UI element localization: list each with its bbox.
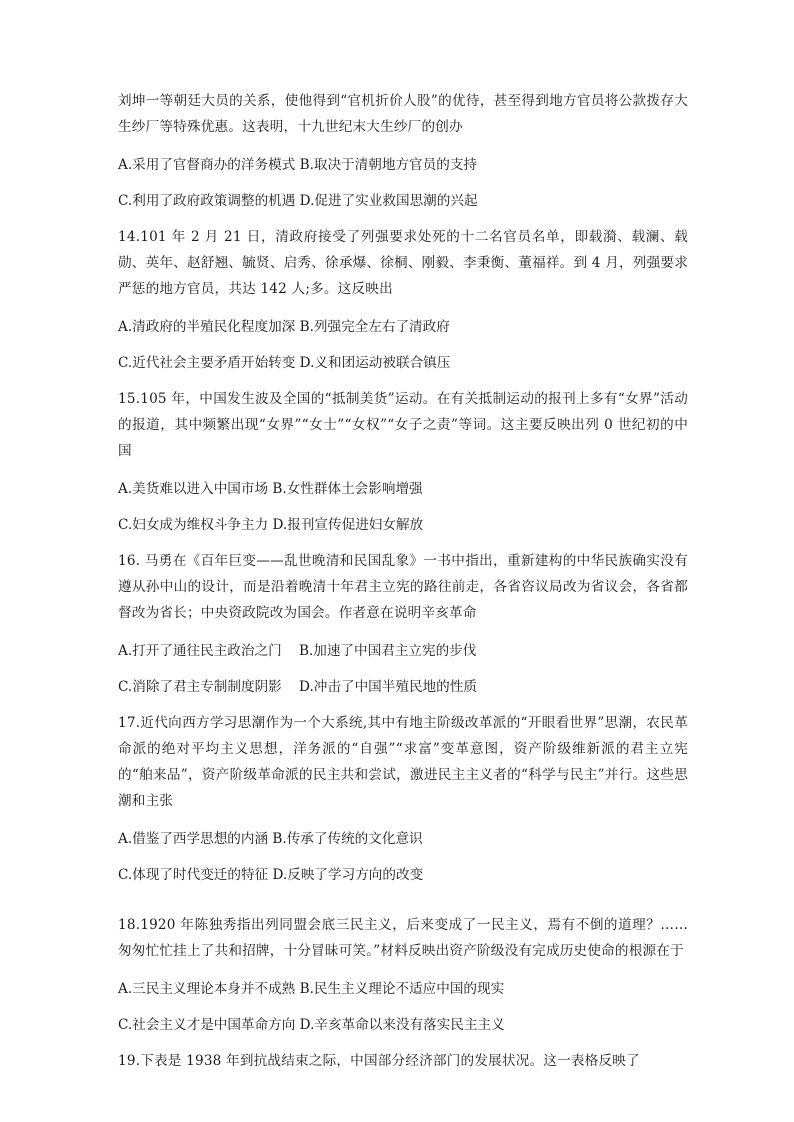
document-page (118, 88, 688, 1074)
question-17-stem: 17.近代向西方学习思潮作为一个大系统,其中有地主阶级改革派的“开眼看世界”思潮，农民革命派的绝对平均主义思想，洋务派的“自强”“求富”变革意图，资产阶级维新派的君主立宪的“舶来品”，资产阶级革命派的民主共和尝试，激进民主主义者的“科学与民主”并行。这些思潮和主张 (118, 715, 688, 809)
question-17-options-ab: A.借鉴了西学思想的内涵 B.传承了传统的文化意识 (118, 831, 423, 847)
question-13-options-ab: A.采用了官督商办的洋务模式 B.取决于清朝地方官员的支持 (118, 157, 478, 173)
question-14-stem: 14.101 年 2 月 21 日，清政府接受了列强要求处死的十二名官员名单，即载漪、载澜、载勋、英年、赵舒翘、毓贤、启秀、徐承爆、徐桐、刚毅、李秉衡、董福祥。到 4 月，列强要求严惩的地方官员，共达 142 人;多。这反映出 (118, 229, 688, 297)
question-18-options-ab: A.三民主义理论本身并不成熟 B.民生主义理论不适应中国的现实 (118, 981, 505, 997)
question-16-options-cd: C.消除了君主专制制度阴影 D.冲击了中国半殖民地的性质 (118, 679, 477, 695)
question-14-options-ab: A.清政府的半殖民化程度加深 B.列强完全左右了清政府 (118, 319, 450, 335)
question-13-stem: 刘坤一等朝廷大员的关系，使他得到“官机折价人股”的优待，甚至得到地方官员将公款拨存大生纱厂等特殊优惠。这表明，十九世纪末大生纱厂的创办 (118, 93, 688, 135)
question-16-options-ab: A.打开了通往民主政治之门 B.加速了中国君主立宪的步伐 (118, 643, 477, 659)
question-17-options-cd: C.体现了时代变迁的特征 D.反映了学习方向的改变 (118, 867, 424, 883)
question-18-options-cd: C.社会主义才是中国革命方向 D.辛亥革命以来没有落实民主主义 (118, 1017, 505, 1033)
question-15-options-cd: C.妇女成为维权斗争主力 D.报刊宣传促进妇女解放 (118, 517, 424, 533)
question-19-stem: 19.下表是 1938 年到抗战结束之际，中国部分经济部门的发展状况。这一表格反映了 (118, 1053, 640, 1069)
question-18-stem: 18.1920 年陈独秀指出列同盟会底三民主义，后来变成了一民主义，焉有不倒的道理？……匆匆忙忙挂上了共和招牌，十分冒昧可笑。”材料反映出资产阶级没有完成历史使命的根源在于 (118, 917, 688, 959)
question-15-stem: 15.105 年，中国发生波及全国的“抵制美货”运动。在有关抵制运动的报刊上多有“女界”活动的报道，其中频繁出现“女界”“女士”“女权”“女子之责”等词。这主要反映出列 0 世纪初的中国 (118, 391, 688, 459)
question-14-options-cd: C.近代社会主要矛盾开始转变 D.义和团运动被联合镇压 (118, 355, 451, 371)
question-16-stem: 16. 马勇在《百年巨变——乱世晚清和民国乱象》一书中指出，重新建构的中华民族确实没有遵从孙中山的设计，而是沿着晚清十年君主立宪的路往前走，各省咨议局改为省议会，各省都督改为省长；中央资政院改为国会。作者意在说明辛亥革命 (118, 553, 688, 621)
question-15-options-ab: A.美货难以进入中国市场 B.女性群体土会影响增强 (118, 481, 423, 497)
question-13-options-cd: C.利用了政府政策调整的机遇 D.促进了实业救国思潮的兴起 (118, 193, 478, 209)
